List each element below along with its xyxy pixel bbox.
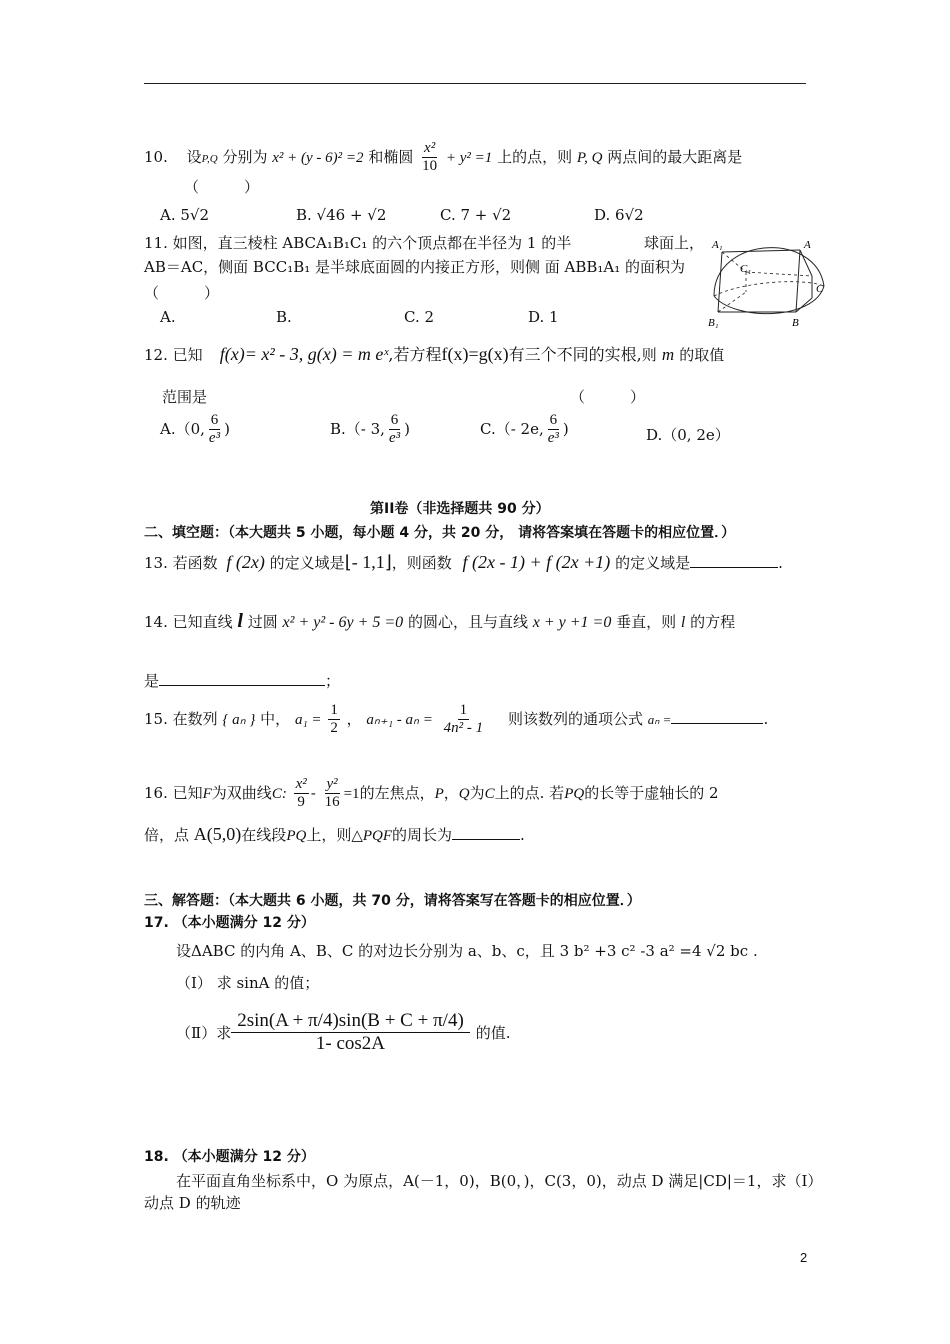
q14-lead: 14. 已知直线 (144, 613, 233, 631)
q10-text-2: 和椭圆 (368, 147, 414, 166)
q15-a1: a₁ = (294, 711, 322, 728)
q14-text-2: 的圆心，且与直线 (407, 613, 528, 631)
q13-domain: ⌊- 1,1⌋ (344, 552, 392, 572)
question-12 (144, 342, 724, 365)
q16-eq-tail: =1 (343, 785, 360, 802)
q15-frac-num: 1 (458, 702, 470, 720)
q16-Q: Q (458, 785, 470, 802)
q10-circle-equation: x² + (y - 6)² =2 (272, 149, 364, 166)
q16-text-5: 的长等于虚轴长的 2 (584, 783, 719, 802)
q16-line-2 (144, 824, 525, 845)
q12-lead: 12. 已知 (144, 346, 203, 364)
fig-label-a1: A₁ (712, 239, 723, 251)
q15-end: . (763, 709, 769, 728)
q12-equation: f(x)=g(x) (441, 344, 509, 364)
q15-answer-blank[interactable] (671, 723, 763, 724)
q14-line: x + y +1 =0 (532, 614, 612, 631)
q13-g: f (2x - 1) + f (2x +1) (462, 552, 611, 572)
q10-ellipse-tail: + y² =1 (445, 149, 493, 166)
q12-text-4: 的取值 (679, 346, 725, 364)
q14-answer-blank[interactable] (159, 685, 325, 686)
fig-label-b: B (792, 317, 799, 329)
q16-x2: x² (294, 776, 309, 794)
q12-text: ,若方程 (388, 345, 442, 364)
q16-P: P (434, 785, 444, 802)
q13-text-3: 的定义域是 (615, 554, 691, 572)
q17-part-2 (176, 1010, 511, 1055)
q12-option-a: A.（0, $\frac{6}{\text{e³}}$ ) (160, 412, 230, 447)
q12-c-den: e³ (547, 430, 559, 447)
q16-y2: y² (325, 776, 340, 794)
q16-C: C: (271, 785, 287, 802)
q12-c-num: 6 (548, 412, 560, 430)
q15-frac-den: 4n² - 1 (443, 720, 484, 737)
q15-text-2: 则该数列的通项公式 (507, 709, 643, 728)
q15-an: { aₙ } (222, 711, 256, 728)
q14-l: l (237, 610, 243, 632)
q16-text-4: 上的点. 若 (494, 783, 565, 802)
question-14 (144, 610, 735, 633)
q12-line-2: 范围是 (162, 388, 208, 406)
q16-9: 9 (297, 794, 305, 811)
q16-F: F (202, 785, 212, 802)
q14-line-2-text: 是 (144, 672, 160, 690)
q10-option-c: C. 7 + √2 (440, 206, 512, 224)
q15-difference: aₙ₊₁ - aₙ = (366, 711, 433, 728)
q18-line-1: 在平面直角坐标系中，O 为原点，A(－1，0)，B(0，)，C(3，0)，动点 D 满足|CD|＝1，求（Ⅰ） (176, 1172, 823, 1190)
q15-an-eq: aₙ = (647, 711, 672, 727)
q15-comma: ， (346, 709, 362, 728)
q14-text-3: 垂直，则 (616, 613, 677, 631)
q11-option-d: D. 1 (528, 308, 559, 326)
q16-line-2a: 倍，点 (144, 826, 190, 844)
question-10: 10. 设P,Q 分别为 x² + (y - 6)² =2 和椭圆 $\frac{\text{x²}}{10}$ + y² =1 上的点，则 P, Q 两点间的最大距离是 (144, 140, 743, 175)
q11-line-2: AB＝AC，侧面 BCC₁B₁ 是半球底面圆的内接正方形，则侧 面 ABB₁A₁ 的面积为 (144, 258, 686, 276)
q15-half-den: 2 (330, 720, 338, 737)
q10-option-d: D. 6√2 (594, 206, 644, 224)
header-rule (144, 83, 806, 84)
q16-comma: ， (443, 783, 459, 802)
q12-b-num: 6 (389, 412, 401, 430)
q10-ellipse-fraction: $\frac{\text{x²}}{10}$ (422, 140, 438, 175)
q16-PQ: PQ (564, 785, 585, 802)
q12-option-c-text: C.（- 2e, (480, 419, 544, 438)
q17-denominator: 1- cos2A (315, 1033, 386, 1054)
page-number: 2 (800, 1250, 808, 1265)
q12-option-b-text: B.（- 3, (330, 419, 385, 438)
q13-answer-blank[interactable] (690, 567, 778, 568)
section-3-header: 三、解答题：（本大题共 6 小题，共 70 分，请将答案写在答题卡的相应位置．） (144, 893, 641, 909)
q11-line-1: 11. 如图，直三棱柱 ABCA₁B₁C₁ 的六个顶点都在半径为 1 的半 (144, 234, 572, 252)
q15-half-num: 1 (328, 702, 340, 720)
q12-text-3: 则 (641, 346, 657, 364)
question-15 (144, 702, 768, 738)
q10-text-3: 上的点，则 (497, 147, 573, 166)
q12-m: m (661, 345, 675, 364)
q16-point-a: A(5,0) (193, 824, 242, 844)
q17-line-1: 设ΔABC 的内角 A、B、C 的对边长分别为 a、b、c，且 3 b² +3 c² -3 a² =4 √2 bc . (176, 942, 758, 960)
q16-text-3: 为 (469, 783, 485, 802)
q12-b-den: e³ (388, 430, 401, 447)
question-13 (144, 552, 783, 573)
q13-end: . (778, 554, 783, 572)
q12-option-a-text: A.（0, (160, 419, 205, 438)
hemisphere-prism-figure (704, 226, 830, 330)
q14-line-2 (144, 670, 340, 691)
question-16: 16. 已知F为双曲线C: $\frac{\text{x²}}{9}$ - $\frac{\text{y²}}{16}$ =1的左焦点，P，Q为C上的点. 若PQ的长等于虚轴长的 2 (144, 776, 719, 811)
q10-option-b: B. √46 + √2 (296, 206, 387, 224)
q17-part-1: （Ⅰ） 求 sinA 的值； (176, 974, 320, 992)
q16-answer-blank[interactable] (452, 839, 520, 840)
q18-title: 18. （本小题满分 12 分） (144, 1149, 315, 1165)
q11-option-b: B. (276, 308, 292, 326)
q10-paren: （ ） (184, 178, 260, 196)
q10-pq: P, Q (576, 149, 603, 166)
q16-PQ-2: PQ (286, 828, 307, 844)
q16-end: . (520, 826, 525, 844)
q16-text-2: 的左焦点， (359, 783, 435, 802)
q12-a-num: 6 (209, 412, 221, 430)
q12-option-d: D.（0, 2e） (646, 426, 730, 444)
fig-label-b1: B₁ (708, 317, 719, 329)
fig-label-c: C (816, 283, 824, 295)
q16-C-2: C (484, 785, 495, 802)
q11-line-1b: 球面上， (644, 234, 705, 252)
q14-end: ； (325, 672, 341, 690)
q12-text-2: 有三个不同的实根, (508, 345, 642, 364)
q16-line-2c: 上，则△ (306, 826, 363, 844)
q16-text: 为双曲线 (211, 783, 272, 802)
q11-option-a: A. (160, 308, 176, 326)
q12-a-den: e³ (208, 430, 221, 447)
q11-paren: （ ） (144, 284, 220, 302)
q14-text: 过圆 (247, 613, 278, 631)
q14-text-4: 的方程 (690, 613, 736, 631)
q14-l-2: l (680, 614, 686, 631)
q16-line-2d: 的周长为 (392, 826, 453, 844)
q13-text: 的定义域是 (269, 554, 345, 572)
q11-option-c: C. 2 (404, 308, 435, 326)
fig-label-c1: C₁ (740, 263, 752, 275)
q17-numerator: 2sin(A + π/4)sin(B + C + π/4) (231, 1010, 470, 1033)
q10-option-a: A. 5√2 (160, 206, 210, 224)
q13-lead: 13. 若函数 (144, 554, 218, 572)
q15-text: 中， (260, 709, 291, 728)
section-2-title: 第II卷（非选择题共 90 分） (370, 501, 550, 517)
q15-lead: 15. 在数列 (144, 709, 218, 728)
q12-option-c: C.（- 2e, $\frac{6}{\text{e³}}$ ) (480, 412, 569, 447)
q14-circle: x² + y² - 6y + 5 =0 (282, 614, 404, 631)
q17-part-2-lead: （Ⅱ）求 (176, 1024, 232, 1042)
q12-paren: （ ） (570, 388, 646, 406)
q16-line-2b: 在线段 (241, 826, 287, 844)
q10-lead: 设 (186, 147, 202, 166)
q13-text-2: ，则函数 (391, 554, 452, 572)
section-2-header: 二、填空题：（本大题共 5 小题，每小题 4 分，共 20 分， 请将答案填在答题卡的相应位置．） (144, 525, 736, 541)
q10-text-4: 两点间的最大距离是 (607, 147, 743, 166)
q17-fraction (231, 1010, 470, 1055)
q17-title: 17. （本小题满分 12 分） (144, 915, 315, 931)
q16-16: 16 (324, 794, 340, 811)
q16-lead: 16. 已知 (144, 783, 203, 802)
q12-option-b: B.（- 3, $\frac{6}{\text{e³}}$ ) (330, 412, 410, 447)
q10-text: 分别为 (222, 147, 268, 166)
fig-label-a: A (804, 239, 811, 251)
q13-f: f (2x) (226, 552, 265, 572)
q16-PQF: PQF (362, 828, 393, 844)
q10-number: 10. (144, 147, 168, 166)
q12-expression: f(x)= x² - 3, g(x) = m eˣ (219, 344, 389, 364)
q18-line-2: 动点 D 的轨迹 (144, 1194, 241, 1212)
q17-part-2-tail: 的值. (475, 1024, 511, 1042)
